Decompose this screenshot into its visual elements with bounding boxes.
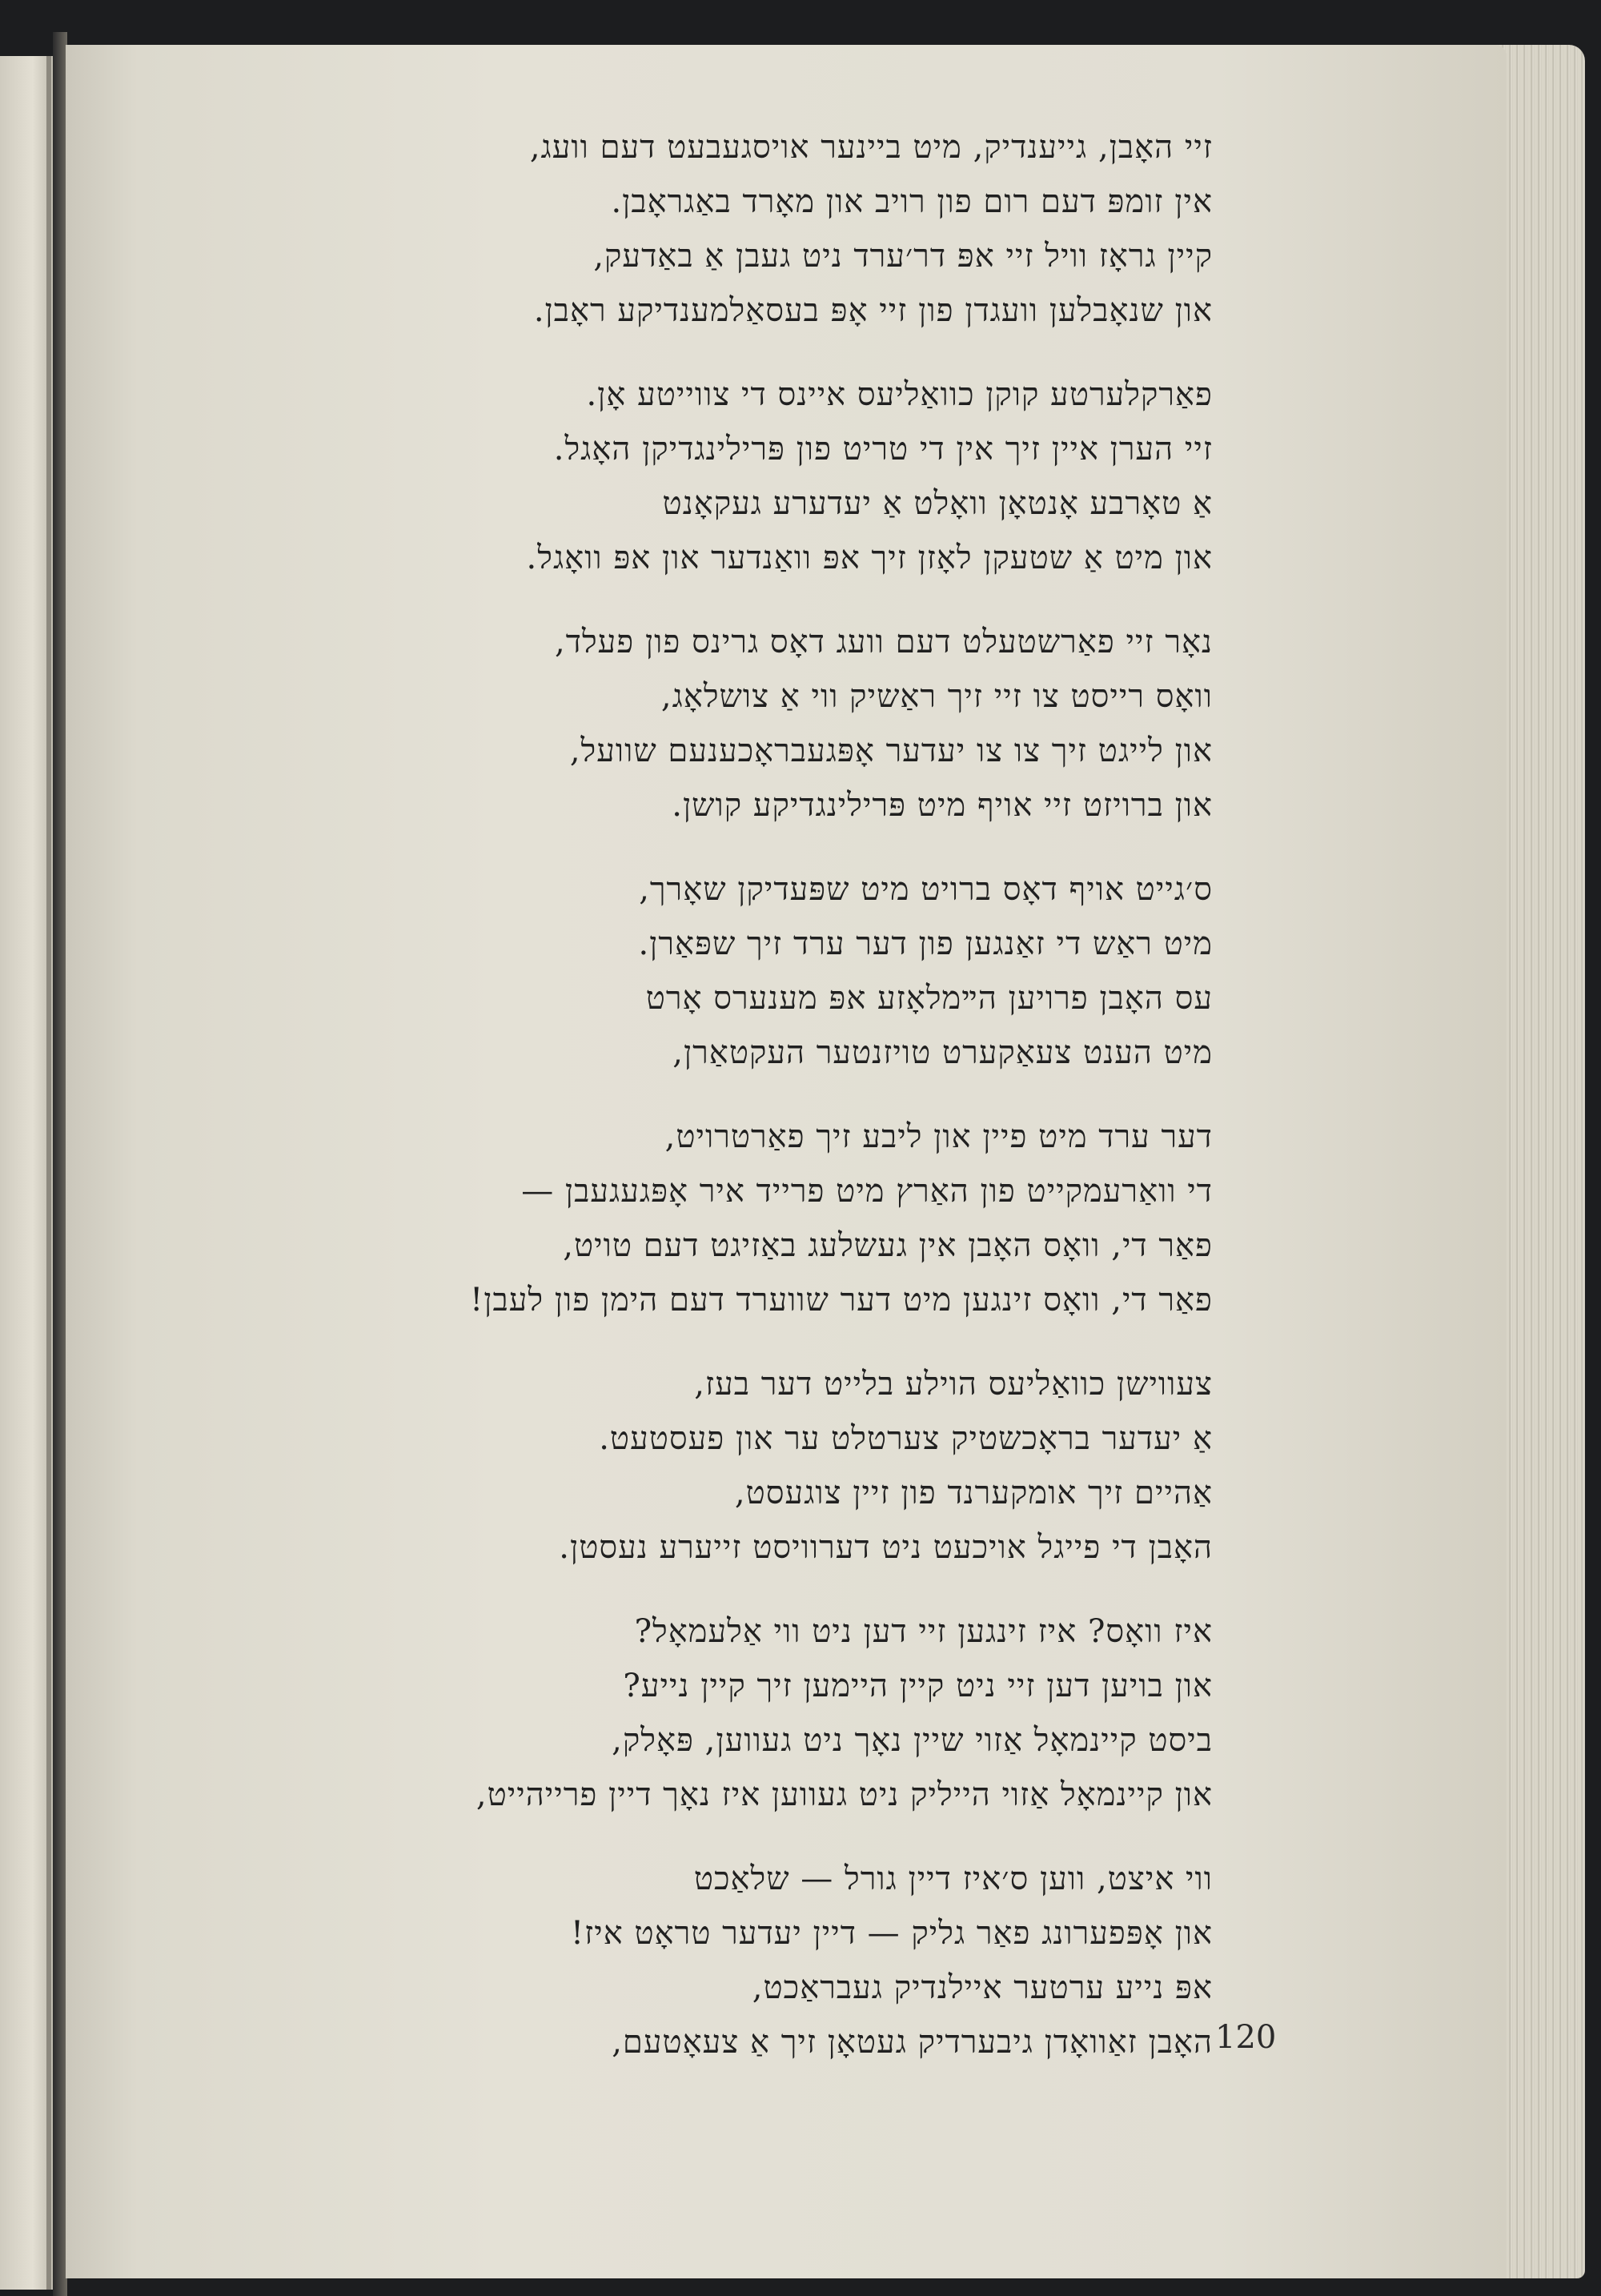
poem-line: דער ערד מיט פיין און ליבע זיך פאַרטרויט,	[664, 1118, 1213, 1155]
stanza-6	[172, 1357, 1213, 1575]
poem-line: עס האָבן פרויען הײמלאָזע אפּ מענערס אָרט	[645, 980, 1213, 1017]
poem-line: פאַר די, וואָס האָבן אין געשלעג באַזיגט דעם טויט,	[563, 1227, 1213, 1264]
stanza-2	[172, 367, 1213, 585]
poem-line: אַהיים זיך אומקערנד פון זיין צוגעסט,	[734, 1475, 1213, 1511]
poem-line: און אָפּפערונג פאַר גליק — דיין יעדער טראָט איז!	[571, 1915, 1213, 1952]
poem-line: ווי איצט, ווען ס׳איז דיין גורל — שלאַכט	[693, 1860, 1213, 1897]
poem-line: און קיינמאָל אַזוי הייליק ניט געווען איז נאָך דיין פרייהייט,	[475, 1776, 1213, 1813]
stanza-3	[172, 615, 1213, 833]
page-number: 120	[1215, 2019, 1277, 2056]
poem-line: ביסט קיינמאָל אַזוי שיין נאָך ניט געווען, פּאָלק,	[612, 1722, 1213, 1759]
poem-text	[172, 120, 1213, 2099]
stanza-5	[172, 1110, 1213, 1327]
poem-line: וואָס רייסט צו זיי זיך ראַשיק ווי אַ צושלאָג,	[660, 678, 1213, 715]
stanza-4	[172, 862, 1213, 1080]
poem-line: צעווישן כוואַליעס הוילע בלייט דער בעז,	[694, 1366, 1213, 1403]
poem-line: מיט ראַש די זאַנגען פון דער ערד זיך שפּאַרן.	[638, 925, 1213, 962]
poem-line: די וואַרעמקייט פון האַרץ מיט פרייד איר אָפּגעגעבן —	[521, 1173, 1213, 1210]
poem-line: און לייגט זיך צו צו יעדער אָפּגעבראָכענעם שוועל,	[569, 733, 1213, 769]
poem-line: מיט הענט צעאַקערט טויזנטער העקטאַרן,	[672, 1034, 1213, 1071]
poem-line: נאָר זיי פאַרשטעלט דעם וועג דאָס גרינס פון פעלד,	[555, 624, 1213, 660]
poem-line: און מיט אַ שטעקן לאָזן זיך אפּ וואַנדער און אפּ וואָגל.	[526, 540, 1213, 576]
stanza-8	[172, 1852, 1213, 2069]
stanza-7	[172, 1604, 1213, 1822]
poem-line: איז וואָס? איז זינגען זיי דען ניט ווי אַלעמאָל?	[634, 1613, 1213, 1650]
poem-line: האָבן זאַוואָדן גיבערדיק געטאָן זיך אַ צעאָטעם,	[612, 2024, 1213, 2061]
poem-line: און ברויזט זיי אויף מיט פּרילינגדיקע קושן.	[672, 787, 1213, 824]
poem-line: האָבן די פייגל אויכעט ניט דערוויסט זייערע נעסטן.	[559, 1529, 1213, 1566]
stanza-1	[172, 120, 1213, 338]
poem-line: זיי האָבן, גייענדיק, מיט ביינער אויסגעבעט דעם וועג,	[529, 129, 1213, 166]
poem-line: קיין גראָז וויל זיי אפּ דר׳ערד ניט געבן אַ באַדעק,	[593, 238, 1213, 275]
poem-line: אין זומפּ דעם רום פון רויב און מאָרד באַגראָבן.	[611, 183, 1213, 220]
poem-line: אפּ נייע ערטער איילנדיק געבראַכט,	[752, 1969, 1213, 2006]
poem-line: ס׳גייט אויף דאָס ברויט מיט שפּעדיקן שאָרך,	[639, 871, 1213, 908]
poem-line: און שנאָבלען וועגדן פון זיי אָפּ בעסאַלמענדיקע ראָבן.	[533, 292, 1213, 329]
poem-line: פאַר די, וואָס זינגען מיט דער שווערד דעם הימן פון לעבן!	[470, 1282, 1213, 1319]
poem-line: און בויען דען זיי ניט קיין היימען זיך קיין נייע?	[623, 1668, 1213, 1704]
poem-line: זיי הערן איין זיך אין די טריט פון פּרילינגדיקן האָגל.	[553, 431, 1213, 468]
poem-line: פאַרקלערטע קוקן כוואַליעס איינס די צווייטע אָן.	[586, 376, 1213, 413]
left-page-shadow	[46, 56, 51, 2290]
poem-line: אַ יעדער בראָכשטיק צערטלט ער און פעסטעט.	[599, 1420, 1213, 1457]
poem-line: אַ טאָרבע אָנטאָן וואָלט אַ יעדערע געקאָנט	[662, 485, 1213, 522]
